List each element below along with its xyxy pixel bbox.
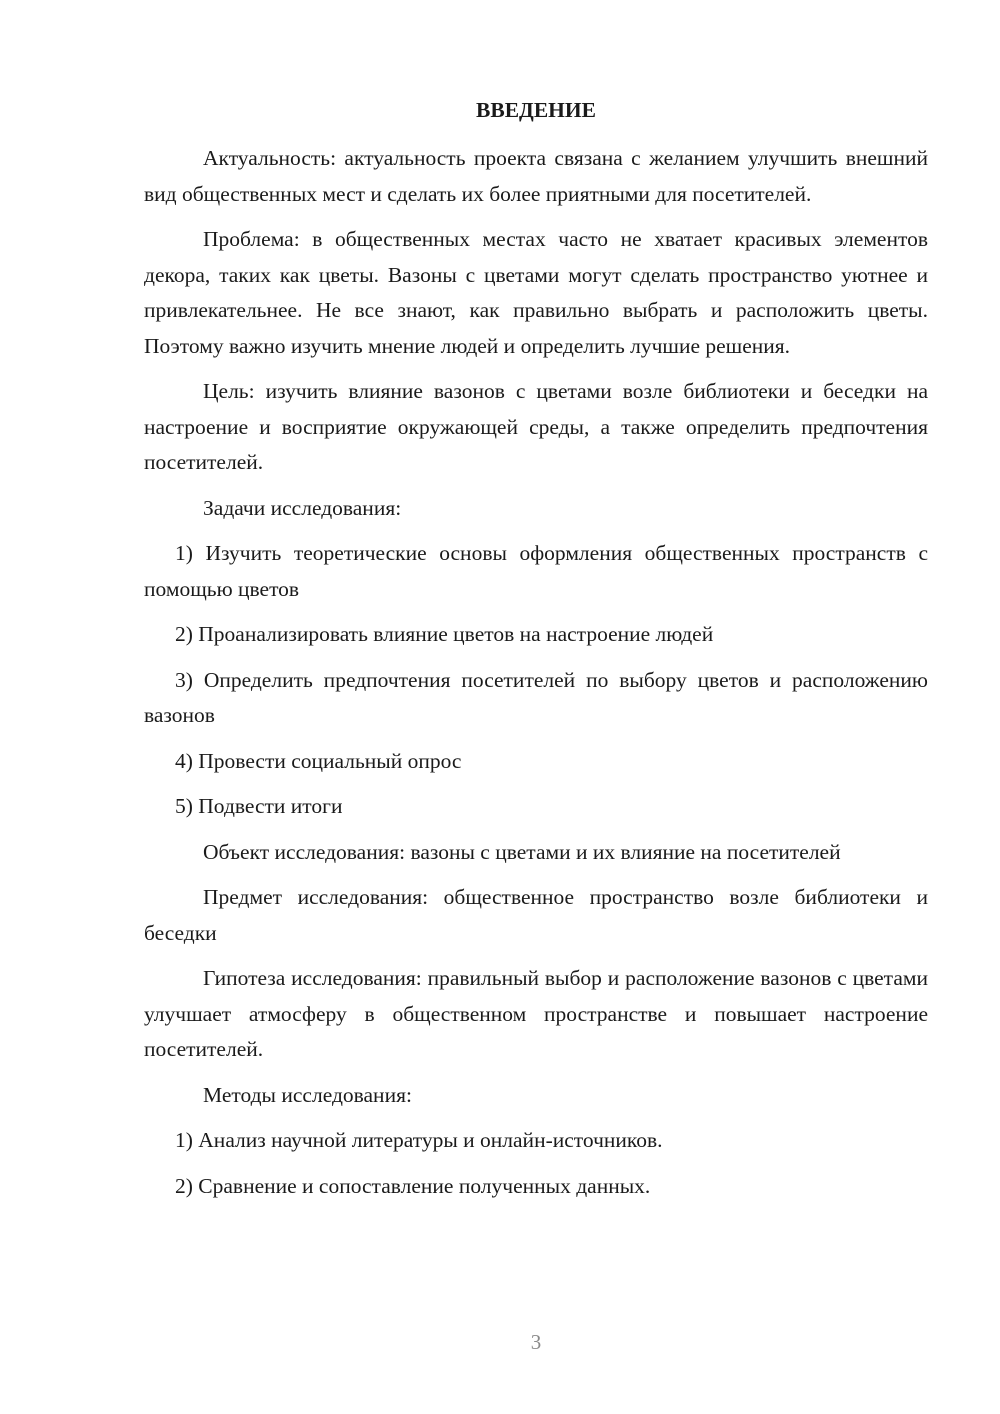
task-item-4: 4) Провести социальный опрос: [175, 748, 462, 773]
task-item-1: 1) Изучить теоретические основы оформления общественных пространств с помощью цветов: [144, 541, 928, 601]
section-title: ВВЕДЕНИЕ: [476, 98, 596, 122]
relevance-paragraph: Актуальность: актуальность проекта связана с желанием улучшить внешний вид общественных мест и сделать их более приятными для посетителей.: [144, 146, 928, 206]
subject-paragraph: Предмет исследования: общественное пространство возле библиотеки и беседки: [144, 885, 928, 945]
page-number: 3: [530, 1330, 542, 1354]
document-page: [144, 92, 928, 1214]
method-item-2: 2) Сравнение и сопоставление полученных данных.: [175, 1173, 651, 1198]
task-item-2: 2) Проанализировать влияние цветов на настроение людей: [175, 622, 714, 646]
method-item-1: 1) Анализ научной литературы и онлайн-источников.: [175, 1128, 663, 1152]
task-item-5: 5) Подвести итоги: [175, 794, 343, 818]
problem-paragraph: Проблема: в общественных местах часто не хватает красивых элементов декора, таких как цветы. Вазоны с цветами могут сделать пространство уютнее и привлекательнее. Не все знают, как правильно выбрать и расположить цветы. Поэтому важно изучить мнение людей и определить лучшие решения.: [144, 227, 928, 358]
tasks-heading: Задачи исследования:: [203, 495, 402, 520]
methods-heading: Методы исследования:: [203, 1082, 412, 1107]
task-item-3: 3) Определить предпочтения посетителей по выбору цветов и расположению вазонов: [144, 667, 928, 727]
object-paragraph: Объект исследования: вазоны с цветами и их влияние на посетителей: [203, 839, 841, 864]
goal-paragraph: Цель: изучить влияние вазонов с цветами возле библиотеки и беседки на настроение и восприятие окружающей среды, а также определить предпочтения посетителей.: [144, 379, 928, 474]
hypothesis-paragraph: Гипотеза исследования: правильный выбор и расположение вазонов с цветами улучшает атмосферу в общественном пространстве и повышает настроение посетителей.: [144, 966, 928, 1061]
